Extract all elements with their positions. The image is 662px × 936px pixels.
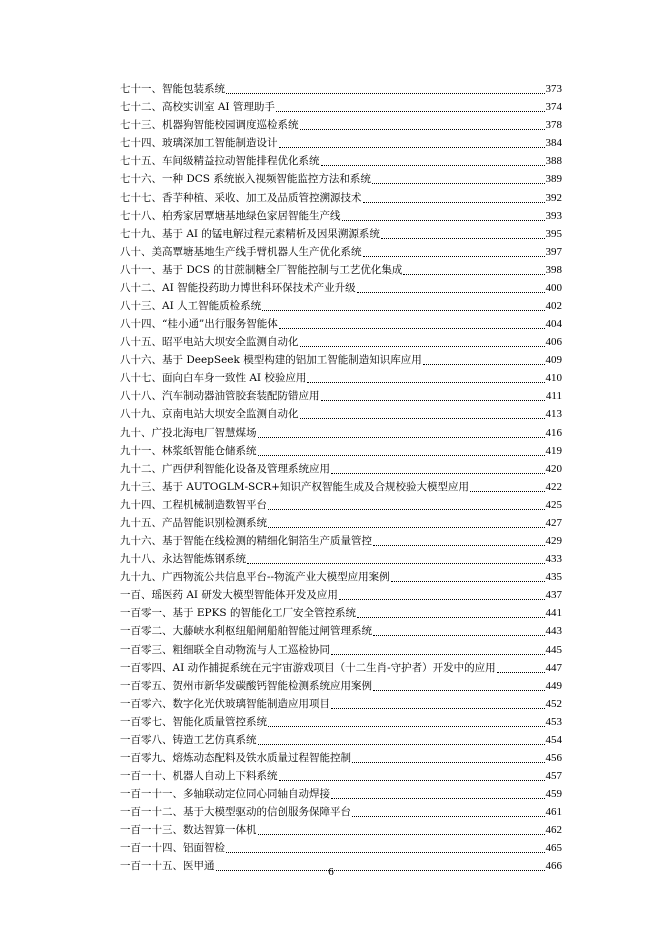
toc-entry-page: 437 [545, 589, 562, 602]
toc-entry[interactable] [120, 749, 562, 767]
toc-entry-page: 393 [545, 209, 562, 222]
toc-entry-title: 一百一十二、基于大模型驱动的信创服务保障平台 [120, 806, 351, 819]
toc-entry[interactable] [120, 98, 562, 116]
toc-dot-leader [279, 328, 545, 329]
toc-dot-leader [331, 798, 545, 799]
toc-dot-leader [321, 400, 545, 401]
toc-entry-page: 457 [545, 770, 562, 783]
toc-entry-title: 七十七、香芋种植、采收、加工及品质管控溯源技术 [120, 191, 362, 204]
toc-entry-page: 453 [545, 715, 562, 728]
toc-entry[interactable] [120, 405, 562, 423]
toc-entry-title: 七十一、智能包装系统 [120, 83, 225, 96]
toc-entry[interactable] [120, 170, 562, 188]
toc-entry-page: 466 [545, 860, 562, 873]
toc-dot-leader [268, 509, 545, 510]
toc-entry-page: 413 [545, 408, 562, 421]
toc-dot-leader [279, 780, 545, 781]
toc-entry-title: 八十三、AI 人工智能质检系统 [120, 300, 262, 313]
toc-entry-page: 420 [545, 462, 562, 475]
toc-dot-leader [321, 165, 545, 166]
toc-entry-page: 425 [545, 498, 562, 511]
toc-entry-page: 388 [545, 155, 562, 168]
toc-entry-page: 404 [545, 318, 562, 331]
toc-entry[interactable] [120, 713, 562, 731]
toc-entry-title: 七十二、高校实训室 AI 管理助手 [120, 101, 275, 114]
toc-entry[interactable] [120, 821, 562, 839]
toc-entry[interactable] [120, 839, 562, 857]
toc-entry[interactable] [120, 188, 562, 206]
toc-dot-leader [262, 310, 544, 311]
toc-entry-title: 一百零五、贺州市新华发碳酸钙智能检测系统应用案例 [120, 679, 372, 692]
toc-entry-title: 九十六、基于智能在线检测的精细化铜箔生产质量管控 [120, 535, 372, 548]
toc-entry[interactable] [120, 152, 562, 170]
toc-dot-leader [279, 147, 545, 148]
toc-entry[interactable] [120, 351, 562, 369]
toc-entry-title: 一百一十四、铝面智检 [120, 842, 225, 855]
toc-entry-page: 462 [545, 824, 562, 837]
toc-entry-title: 一百一十一、多轴联动定位同心同轴自动焊接 [120, 788, 330, 801]
toc-entry-title: 一百零一、基于 EPKS 的智能化工厂安全管控系统 [120, 607, 356, 620]
toc-dot-leader [331, 473, 545, 474]
toc-dot-leader [300, 129, 545, 130]
toc-entry-title: 九十九、广西物流公共信息平台--物流产业大模型应用案例 [120, 571, 390, 584]
toc-entry-title: 一百零四、AI 动作捕捉系统在元宇宙游戏项目（十二生肖-守护者）开发中的应用 [120, 661, 496, 674]
toc-dot-leader [403, 274, 544, 275]
toc-entry-title: 一百零六、数字化光伏玻璃智能制造应用项目 [120, 697, 330, 710]
toc-entry[interactable] [120, 659, 562, 677]
toc-entry-title: 八十九、京南电站大坝安全监测自动化 [120, 408, 299, 421]
toc-entry-page: 402 [545, 300, 562, 313]
toc-entry-page: 389 [545, 173, 562, 186]
toc-dot-leader [423, 364, 545, 365]
toc-entry-title: 九十一、林浆纸智能仓储系统 [120, 444, 257, 457]
toc-entry-title: 九十五、产品智能识别检测系统 [120, 516, 267, 529]
toc-entry-title: 一百、瑶医药 AI 研发大模型智能体开发及应用 [120, 589, 338, 602]
toc-entry-page: 435 [545, 571, 562, 584]
toc-dot-leader [268, 527, 545, 528]
toc-entry-page: 411 [545, 390, 562, 403]
toc-entry-page: 410 [545, 372, 562, 385]
toc-entry[interactable] [120, 785, 562, 803]
toc-entry-page: 397 [545, 245, 562, 258]
toc-entry-title: 九十、广投北海电厂智慧煤场 [120, 426, 257, 439]
toc-entry[interactable] [120, 116, 562, 134]
toc-entry[interactable] [120, 279, 562, 297]
toc-entry-page: 384 [545, 137, 562, 150]
toc-entry[interactable] [120, 514, 562, 532]
toc-entry-title: 一百零九、熔炼动态配料及铁水质量过程智能控制 [120, 751, 351, 764]
toc-entry-title: 八十四、“桂小通”出行服务智能体 [120, 318, 278, 331]
toc-entry[interactable] [120, 387, 562, 405]
toc-entry[interactable] [120, 767, 562, 785]
toc-entry-page: 416 [545, 426, 562, 439]
toc-dot-leader [339, 599, 545, 600]
toc-entry-title: 七十五、车间级精益拉动智能排程优化系统 [120, 155, 320, 168]
toc-entry[interactable] [120, 640, 562, 658]
toc-entry[interactable] [120, 333, 562, 351]
toc-entry[interactable] [120, 550, 562, 568]
toc-entry[interactable] [120, 604, 562, 622]
toc-entry-page: 427 [545, 516, 562, 529]
toc-entry-page: 465 [545, 842, 562, 855]
toc-entry-page: 433 [545, 553, 562, 566]
toc-dot-leader [352, 816, 545, 817]
toc-entry-page: 395 [545, 227, 562, 240]
toc-entry-page: 400 [545, 281, 562, 294]
toc-entry[interactable] [120, 586, 562, 604]
toc-dot-leader [226, 93, 545, 94]
toc-dot-leader [381, 238, 545, 239]
toc-entry-title: 一百一十、机器人自动上下料系统 [120, 770, 278, 783]
page-number: 6 [328, 866, 334, 878]
toc-dot-leader [300, 346, 545, 347]
toc-entry[interactable] [120, 532, 562, 550]
toc-entry-title: 一百零八、铸造工艺仿真系统 [120, 733, 257, 746]
toc-dot-leader [363, 256, 545, 257]
toc-entry[interactable] [120, 134, 562, 152]
toc-entry[interactable] [120, 803, 562, 821]
toc-entry-title: 一百零七、智能化质量管控系统 [120, 715, 267, 728]
toc-entry-title: 一百一十五、医甲通 [120, 860, 215, 873]
toc-entry-page: 429 [545, 535, 562, 548]
toc-entry-title: 八十八、汽车制动器油管胶套装配防错应用 [120, 390, 320, 403]
toc-entry-page: 422 [545, 480, 562, 493]
toc-entry[interactable] [120, 731, 562, 749]
toc-entry[interactable] [120, 225, 562, 243]
toc-dot-leader [331, 708, 545, 709]
toc-entry[interactable] [120, 261, 562, 279]
toc-entry-page: 452 [545, 697, 562, 710]
toc-entry-page: 378 [545, 119, 562, 132]
toc-entry-page: 445 [545, 643, 562, 656]
toc-entry[interactable] [120, 622, 562, 640]
toc-entry[interactable] [120, 695, 562, 713]
toc-dot-leader [247, 563, 545, 564]
toc-entry[interactable] [120, 460, 562, 478]
toc-dot-leader [357, 292, 545, 293]
toc-dot-leader [258, 455, 545, 456]
toc-entry-page: 419 [545, 444, 562, 457]
toc-entry[interactable] [120, 207, 562, 225]
toc-entry[interactable] [120, 478, 562, 496]
toc-dot-leader [352, 762, 545, 763]
toc-entry-page: 449 [545, 679, 562, 692]
toc-entry-page: 441 [545, 607, 562, 620]
toc-entry-page: 409 [545, 354, 562, 367]
toc-entry-title: 八十五、昭平电站大坝安全监测自动化 [120, 336, 299, 349]
toc-entry-page: 447 [545, 661, 562, 674]
toc-entry-title: 七十八、柏秀家居覃塘基地绿色家居智能生产线 [120, 209, 341, 222]
toc-dot-leader [342, 220, 545, 221]
toc-entry-title: 九十四、工程机械制造数智平台 [120, 498, 267, 511]
toc-entry[interactable] [120, 423, 562, 441]
toc-entry[interactable] [120, 369, 562, 387]
toc-dot-leader [258, 744, 545, 745]
toc-dot-leader [258, 834, 545, 835]
toc-entry[interactable] [120, 297, 562, 315]
toc-dot-leader [373, 635, 545, 636]
toc-entry-title: 九十八、永达智能炼钢系统 [120, 553, 246, 566]
toc-entry-title: 九十二、广西伊利智能化设备及管理系统应用 [120, 462, 330, 475]
toc-dot-leader [391, 581, 545, 582]
toc-entry-title: 一百零二、大藤峡水利枢纽船闸船舶智能过闸管理系统 [120, 625, 372, 638]
toc-entry-page: 443 [545, 625, 562, 638]
toc-entry-title: 八十一、基于 DCS 的甘蔗制糖全厂智能控制与工艺优化集成 [120, 263, 403, 276]
toc-entry[interactable] [120, 496, 562, 514]
toc-dot-leader [268, 726, 545, 727]
toc-dot-leader [363, 202, 545, 203]
toc-dot-leader [470, 491, 545, 492]
toc-entry[interactable] [120, 568, 562, 586]
toc-entry-title: 八十、美高覃塘基地生产线手臂机器人生产优化系统 [120, 245, 362, 258]
toc-entry[interactable] [120, 243, 562, 261]
toc-dot-leader [497, 672, 545, 673]
toc-dot-leader [300, 418, 545, 419]
toc-entry-page: 406 [545, 336, 562, 349]
toc-entry-title: 八十七、面向白车身一致性 AI 校验应用 [120, 372, 307, 385]
toc-entry[interactable] [120, 677, 562, 695]
toc-entry-title: 七十九、基于 AI 的锰电解过程元素精析及因果溯源系统 [120, 227, 380, 240]
toc-entry-title: 九十三、基于 AUTOGLM-SCR+知识产权智能生成及合规校验大模型应用 [120, 480, 469, 493]
toc-entry-title: 七十四、玻璃深加工智能制造设计 [120, 137, 278, 150]
toc-dot-leader [373, 545, 545, 546]
toc-entry-page: 398 [545, 263, 562, 276]
toc-entry[interactable] [120, 80, 562, 98]
toc-entry-page: 374 [545, 101, 562, 114]
toc-entry-page: 454 [545, 733, 562, 746]
toc-dot-leader [372, 183, 545, 184]
toc-entry-title: 一百一十三、数达智算一体机 [120, 824, 257, 837]
toc-entry-page: 459 [545, 788, 562, 801]
toc-dot-leader [357, 617, 545, 618]
toc-entry-page: 392 [545, 191, 562, 204]
toc-entry-title: 八十六、基于 DeepSeek 模型构建的铝加工智能制造知识库应用 [120, 354, 422, 367]
toc-dot-leader [276, 111, 545, 112]
toc-entry-page: 373 [545, 83, 562, 96]
toc-entry-page: 456 [545, 751, 562, 764]
toc-dot-leader [258, 437, 545, 438]
toc-entry-title: 一百零三、粗细联全自动物流与人工巡检协同 [120, 643, 330, 656]
toc-entry[interactable] [120, 442, 562, 460]
toc-dot-leader [373, 690, 545, 691]
toc-entry-title: 七十三、机器狗智能校园调度巡检系统 [120, 119, 299, 132]
toc-dot-leader [226, 852, 545, 853]
toc-dot-leader [307, 382, 544, 383]
toc-dot-leader [331, 654, 545, 655]
table-of-contents [120, 80, 562, 875]
toc-entry-title: 七十六、一种 DCS 系统嵌入视频智能监控方法和系统 [120, 173, 371, 186]
toc-entry[interactable] [120, 315, 562, 333]
toc-entry-page: 461 [545, 806, 562, 819]
toc-entry-title: 八十二、AI 智能投药助力博世科环保技术产业升级 [120, 281, 356, 294]
